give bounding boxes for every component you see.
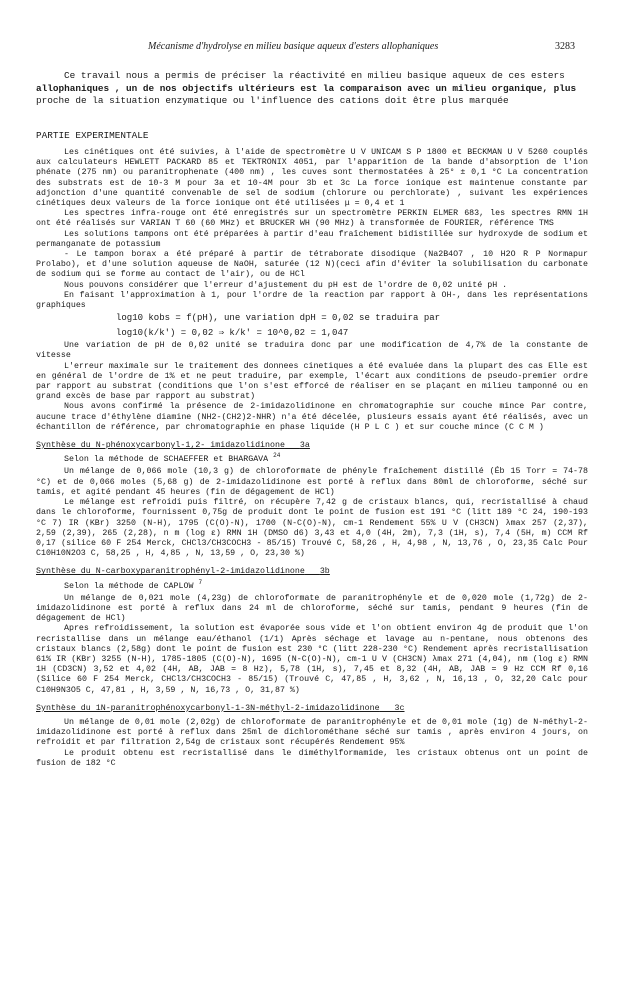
exp-paragraph-5: Nous pouvons considérer que l'erreur d'ajustement du pH est de l'ordre de 0,02 unité pH . xyxy=(64,280,508,290)
synthesis-c-text: Un mélange de 0,01 mole (2,02g) de chloroformate de paranitrophényle et de 0,01 mole (1g) de N-méthyl-2-imidazolidinone est porté à reflux dans 25ml de dichlorométhane séché sur tamis , après environ 4 jours, on refroidit et par filtration 2,54g de cristaux sont récupérés Rendement 95% xyxy=(36,717,588,748)
article-body xyxy=(36,70,588,769)
synthesis-b-title: Synthèse du N-carboxyparanitrophényl-2-imidazolidinone xyxy=(36,567,305,577)
synthesis-b-text: Un mélange de 0,021 mole (4,23g) de chloroformate de paranitrophényle et de 0,020 mole (1,72g) de 2-imidazolidinone est porté à reflux dans 24 ml de chloroforme, séché sur tamis, pendant 9 heures (fin de dégagement de HCl) xyxy=(36,593,588,624)
exp-paragraph-8: L'erreur maximale sur le traitement des donnees cinetiques a été evaluée dans la plupart des cas Elle est en général de l'ordre de 1% et ne peut traduire, par exemple, l'écart aux conditions de pseudo-premier ordre par rapport au substrat (conditions que l'on s'est efforcé de réaliser en se plaçant en milieu tamponné ou en grand excès de base par rapport au substrat) xyxy=(36,361,588,402)
synthesis-a-heading xyxy=(36,441,588,451)
exp-paragraph-3: Les solutions tampons ont été préparées à partir d'eau fraîchement bidistillée sur hydroxyde de sodium et permanganate de potassium xyxy=(36,229,588,249)
running-title: Mécanisme d'hydrolyse en milieu basique aqueux d'esters allophaniques xyxy=(148,41,439,52)
page-number: 3283 xyxy=(555,41,575,52)
section-title: PARTIE EXPERIMENTALE xyxy=(36,129,149,141)
synthesis-b-method-text: Selon la méthode de CAPLOW xyxy=(64,581,194,591)
spacer xyxy=(36,108,588,118)
equation-1: log10 kobs = f(pH), une variation dpH = 0,02 se traduira par xyxy=(116,313,441,324)
synthesis-b-text-2: Apres refroidissement, la solution est évaporée sous vide et l'on obtient environ 4g de produit que l'on recristallise dans un mélange eau/éthanol (1/1) Après séchage et lavage au n-pentane, nous obtenons des cristaux blancs (2,58g) dont le point de fusion est 230 °C (litt 228-230 °C) Rendement après recristallisation 61% IR (KBr) 3255 (N-H), 1785-1805 (C(O)-N), 1695 (N-C(O)-N), cm-1 U V (CH3CN) λmax 271 (4,04), nm (log ε) RMN 1H (CD3CN) 3,52 et 4,02 (4H, AB, JAB = 8 Hz), 5,78 (1H, s), 7,45 et 8,32 (4H, AB, JAB = 9 Hz CCM Rf 0,16 (Silice 60 F 254 Merck, CHCl3/CH3COCH3 - 85/15) (Trouvé C, 47,85 , H, 3,62 , N, 16,13 , O, 32,20 Calc pour C10H9N3O5 C, 47,81 , H, 3,59 , N, 16,73 , O, 31,87 %) xyxy=(36,624,588,695)
exp-paragraph-2: Les spectres infra-rouge ont été enregistrés sur un spectromètre PERKIN ELMER 683, les spectres RMN 1H ont été réalisés sur VARIAN T 60 (60 MHz) et BRUCKER WH (90 MHz) à transformée de FOURIER, référence TMS xyxy=(36,209,588,229)
synthesis-c-heading xyxy=(36,704,588,714)
running-header xyxy=(0,42,623,56)
synthesis-c-title: Synthèse du 1N-paranitrophénoxycarbonyl-1-3N-méthyl-2-imidazolidinone xyxy=(36,703,380,713)
exp-paragraph-7: Une variation de pH de 0,02 unité se traduira donc par une modification de 4,7% de la constante de vitesse xyxy=(36,341,588,361)
synthesis-c-text-2: Le produit obtenu est recristallisé dans le diméthylformamide, les cristaux obtenus ont un point de fusion de 182 °C xyxy=(36,748,588,768)
compound-number-3a: 3a xyxy=(299,441,310,451)
exp-paragraph-4: - Le tampon borax a été préparé à partir de tétraborate disodique (Na2B4O7 , 10 H2O R P Normapur Prolabo), et d'une solution aqueuse de NaOH, saturée (12 N)(ceci afin d'éviter la solubilisation du carbonate de sodium qui se forme au contact de l'air), ou de HCl xyxy=(36,250,588,280)
intro-line-1: Ce travail nous a permis de préciser la réactivité en milieu basique aqueux de ces esters xyxy=(64,70,565,81)
synthesis-b-ref: 7 xyxy=(198,578,203,586)
compound-number-3b: 3b xyxy=(319,567,330,577)
synthesis-a-method xyxy=(36,452,588,465)
synthesis-a-text: Un mélange de 0,066 mole (10,3 g) de chloroformate de phényle fraîchement distillé (Éb 15 Torr = 74-78 °C) et de 0,066 moles (5,68 g) de 2-imidazolidinone est porté à reflux dans 80ml de chloroforme, séché sur tamis, et agité pendant 45 heures (fin de dégagement de HCl) xyxy=(36,467,588,497)
compound-number-3c: 3c xyxy=(394,703,405,713)
synthesis-b-heading xyxy=(36,567,588,577)
intro-line-2: allophaniques , un de nos objectifs ultérieurs est la comparaison avec un milieu organique, plus xyxy=(36,82,577,94)
synthesis-b-method xyxy=(36,578,588,592)
equation-2: log10(k/k') = 0,02 ⇒ k/k' = 10^0,02 = 1,047 xyxy=(116,328,349,339)
synthesis-a-text-2: Le mélange est refroidi puis filtré, on récupère 7,42 g de cristaux blancs, qui, recristallisé à chaud dans le chloroforme, fournissent 0,75g de produit dont le point de fusion est 191 °C (litt 189 °C 24, 190-193 °C 7) IR (KBr) 3250 (N-H), 1795 (C(O)-N), 1700 (N-C(O)-N), cm-1 Rendement 55% U V (CH3CN) λmax 257 (2,37), 2,59 (2,39), 265 (2,28), n m (log ε) RMN 1H (DMSO d6) 3,43 et 4,0 (4H, 2m), 7,3 (1H, s), 7,4 (5H, m) CCM Rf 0,17 (silice 60 F 254 Merck, CHCl3/CH3COCH3 - 85/15) Trouvé C, 58,26 , H, 4,98 , N, 13,76 , O, 23,35 Calc Pour C10H10N2O3 C, 58,25 , H, 4,85 , N, 13,59 , O, 23,30 %) xyxy=(36,498,588,559)
exp-paragraph-1: Les cinétiques ont été suivies, à l'aide de spectromètre U V UNICAM S P 1800 et BECKMAN U V 5260 couplés aux calculateurs HEWLETT PACKARD 85 et TEKTRONIX 4051, par l'apparition de la bande d'absorption de l'ion phénate (275 nm) ou paranitrophenate (400 nm) , les cuves sont thermostatées à 25° ± 0,1 °C La concentration des substrats est de 10-3 M pour 3a et 10-4M pour 3b et 3c La force ionique est maintenue constante par adjonction d'une quantité convenable de sel de sodium (chlorure ou perchlorate) , suivant les expériences cinétiques deux valeurs de la force ionique ont été utilisées μ = 0,4 et 1 xyxy=(36,148,588,209)
exp-paragraph-6: En faisant l'approximation à 1, pour l'ordre de la reaction par rapport à OH-, dans les représentations graphiques xyxy=(36,290,588,311)
exp-paragraph-9: Nous avons confirmé la présence de 2-imidazolidinone en chromatographie sur couche mince Par contre, aucune trace d'éthylène diamine (NH2-(CH2)2-NHR) n'a été décelée, plusieurs essais ayant été réalisés, avec un échantillon de référence, par chromatographie en phase liquide (H P L C ) et sur couche mince (C C M ) xyxy=(36,402,588,432)
synthesis-a-ref: 24 xyxy=(273,452,281,460)
intro-line-3: proche de la situation enzymatique ou l'influence des cations doit être plus marquée xyxy=(36,95,509,106)
synthesis-a-title: Synthèse du N-phénoxycarbonyl-1,2- imidazolidinone xyxy=(36,441,285,451)
synthesis-a-method-text: Selon la méthode de SCHAEFFER et BHARGAVA xyxy=(64,455,269,465)
